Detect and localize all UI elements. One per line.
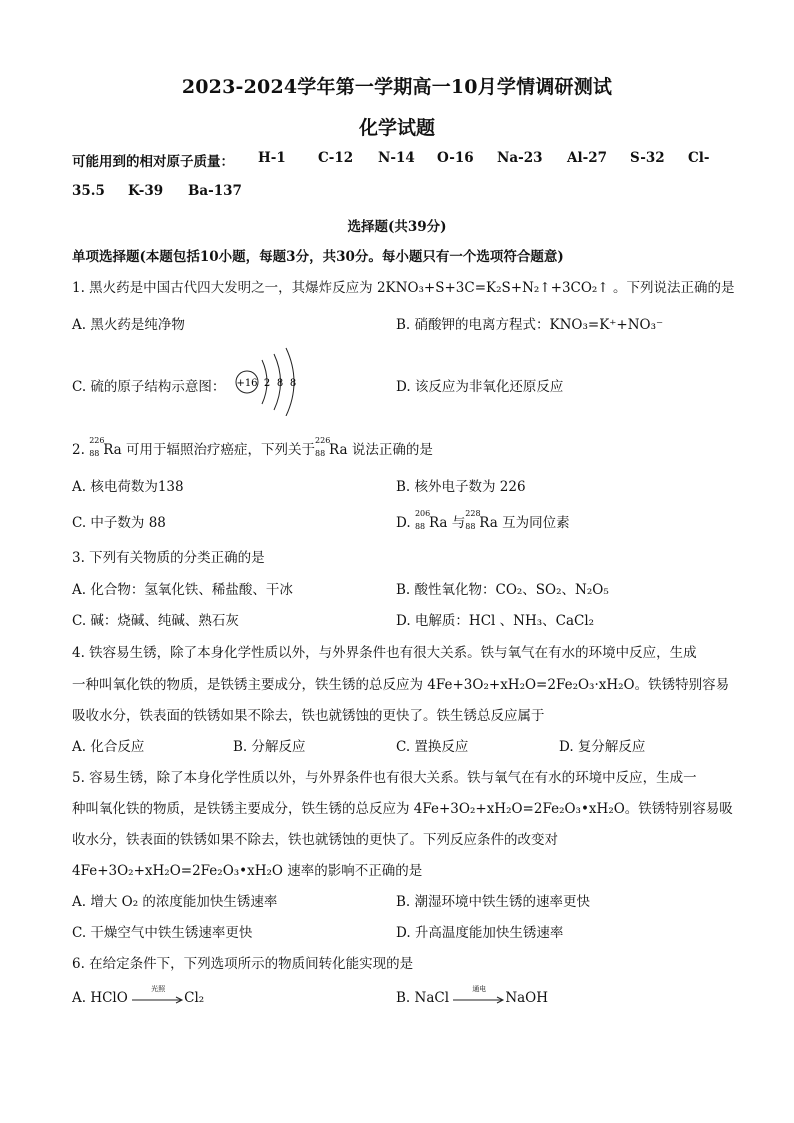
nuclide-notation xyxy=(315,436,331,458)
exam-title: 2023-2024学年第一学期高一10月学情调研测试 xyxy=(181,76,613,98)
q6-option-a-reactant: A. HClO xyxy=(72,990,128,1006)
q4-option-d[interactable]: D. 复分解反应 xyxy=(559,739,646,755)
mass-number: 226 xyxy=(315,436,331,445)
q2-option-c[interactable]: C. 中子数为 88 xyxy=(72,515,166,531)
nuclide-notation xyxy=(414,509,431,531)
q1-option-c[interactable] xyxy=(72,375,225,395)
question-3-stem: 3. 下列有关物质的分类正确的是 xyxy=(72,550,265,566)
q2-option-d[interactable] xyxy=(396,511,570,531)
mass-number: 206 xyxy=(414,509,431,518)
sulfur-atom-structure-diagram xyxy=(232,346,304,416)
mass-number: 226 xyxy=(89,436,105,445)
arrow-icon xyxy=(453,996,505,1004)
atomic-mass-item: N-14 xyxy=(378,150,415,166)
element-symbol: Ra xyxy=(428,515,448,531)
atomic-number: 88 xyxy=(315,449,326,458)
q3-option-d[interactable]: D. 电解质：HCl 、NH₃、CaCl₂ xyxy=(396,613,595,629)
reaction-arrow xyxy=(453,984,505,1006)
nuclide-notation xyxy=(465,509,481,531)
question-2-stem xyxy=(72,438,433,458)
q5-option-d[interactable]: D. 升高温度能加快生锈速率 xyxy=(396,925,564,941)
reaction-condition: 光照 xyxy=(151,984,166,993)
q6-option-a-product: Cl₂ xyxy=(184,990,205,1006)
q6-option-b[interactable] xyxy=(396,984,549,1006)
atomic-mass-item: Cl- xyxy=(688,150,710,166)
q4-option-b[interactable]: B. 分解反应 xyxy=(233,739,306,755)
shell-electrons: 8 xyxy=(276,378,284,389)
q6-option-b-reactant: B. NaCl xyxy=(396,990,450,1006)
q3-option-a[interactable]: A. 化合物：氢氧化铁、稀盐酸、干冰 xyxy=(72,582,293,598)
atomic-mass-item: Al-27 xyxy=(567,150,607,166)
atomic-mass-item: O-16 xyxy=(437,150,474,166)
q5-option-a[interactable]: A. 增大 O₂ 的浓度能加快生锈速率 xyxy=(72,894,278,910)
q2-stem-text: 可用于辐照治疗癌症，下列关于 xyxy=(126,442,316,458)
atomic-mass-item: S-32 xyxy=(630,150,665,166)
q1-option-b[interactable] xyxy=(396,313,663,333)
q3-option-c[interactable]: C. 碱：烧碱、纯碱、熟石灰 xyxy=(72,613,239,629)
reaction-arrow xyxy=(132,984,184,1006)
q5-option-b[interactable]: B. 潮湿环境中铁生锈的速率更快 xyxy=(396,894,591,910)
q1-stem-tail: 。下列说法正确的是 xyxy=(612,280,735,296)
question-6-stem: 6. 在给定条件下，下列选项所示的物质间转化能实现的是 xyxy=(72,956,414,972)
question-4-line: 4. 铁容易生锈，除了本身化学性质以外，与外界条件也有很大关系。铁与氧气在有水的环境中反应，生成 xyxy=(72,645,697,661)
section-instruction: 单项选择题(本题包括10小题，每题3分，共30分。每小题只有一个选项符合题意) xyxy=(72,249,564,265)
arrow-icon xyxy=(132,996,184,1004)
atomic-number: 88 xyxy=(414,522,426,531)
reaction-condition: 通电 xyxy=(472,984,487,993)
q2-option-d-text: 与 xyxy=(451,515,466,531)
nuclide-notation xyxy=(89,436,105,458)
atomic-mass-item: K-39 xyxy=(128,183,164,199)
q6-option-a[interactable] xyxy=(72,984,205,1006)
nucleus-charge: +16 xyxy=(236,378,258,389)
element-symbol: Ra xyxy=(329,442,348,458)
atomic-mass-label: 可能用到的相对原子质量： xyxy=(72,154,234,170)
q1-stem-text: 1. 黑火药是中国古代四大发明之一，其爆炸反应为 xyxy=(72,280,373,296)
q5-option-c[interactable]: C. 干燥空气中铁生锈速率更快 xyxy=(72,925,253,941)
q2-option-a[interactable]: A. 核电荷数为138 xyxy=(72,479,184,495)
q4-option-c[interactable]: C. 置换反应 xyxy=(396,739,469,755)
q2-stem-tail: 说法正确的是 xyxy=(351,442,433,458)
atomic-mass-item: Ba-137 xyxy=(188,183,242,199)
question-4-line: 吸收水分，铁表面的铁锈如果不除去，铁也就锈蚀的更快了。铁生锈总反应属于 xyxy=(72,708,545,724)
q2-option-d-label: D. xyxy=(396,515,411,531)
q1-option-c-text: C. 硫的原子结构示意图： xyxy=(72,379,226,395)
q2-number: 2. xyxy=(72,442,85,458)
question-5-line: 种叫氧化铁的物质，是铁锈主要成分，铁生锈的总反应为 4Fe+3O₂+xH₂O=2Fe₂O₃•xH₂O。铁锈特别容易吸 xyxy=(72,801,733,817)
question-5-line: 5. 容易生锈，除了本身化学性质以外，与外界条件也有很大关系。铁与氧气在有水的环境中反应，生成一 xyxy=(72,770,697,786)
q3-option-b[interactable]: B. 酸性氧化物：CO₂、SO₂、N₂O₅ xyxy=(396,582,609,598)
q4-option-a[interactable]: A. 化合反应 xyxy=(72,739,145,755)
element-symbol: Ra xyxy=(479,515,498,531)
atomic-number: 88 xyxy=(465,522,476,531)
q1-option-d[interactable]: D. 该反应为非氧化还原反应 xyxy=(396,379,564,395)
q1-option-a[interactable]: A. 黑火药是纯净物 xyxy=(72,317,185,333)
subject-title: 化学试题 xyxy=(358,117,435,139)
question-4-line: 一种叫氧化铁的物质，是铁锈主要成分，铁生锈的总反应为 4Fe+3O₂+xH₂O=2Fe₂O₃·xH₂O。铁锈特别容易 xyxy=(72,677,730,693)
atomic-mass-item: H-1 xyxy=(258,150,286,166)
q2-option-d-tail: 互为同位素 xyxy=(502,515,570,531)
question-1-stem xyxy=(72,276,734,296)
atomic-mass-item: C-12 xyxy=(318,150,354,166)
section-title: 选择题(共39分) xyxy=(347,219,447,235)
mass-number: 228 xyxy=(465,509,481,518)
q2-option-b[interactable]: B. 核外电子数为 226 xyxy=(396,479,526,495)
shell-electrons: 2 xyxy=(263,378,271,389)
q6-option-b-product: NaOH xyxy=(505,990,549,1006)
q1-equation: 2KNO₃+S+3C=K₂S+N₂↑+3CO₂↑ xyxy=(376,280,609,296)
question-5-line: 4Fe+3O₂+xH₂O=2Fe₂O₃•xH₂O 速率的影响不正确的是 xyxy=(72,863,423,879)
q1-option-b-equation: KNO₃=K⁺+NO₃⁻ xyxy=(549,317,664,333)
shell-electrons: 8 xyxy=(289,378,297,389)
element-symbol: Ra xyxy=(103,442,122,458)
q1-option-b-text: B. 硝酸钾的电离方程式： xyxy=(396,317,550,333)
atomic-mass-item: Na-23 xyxy=(497,150,543,166)
question-5-line: 收水分，铁表面的铁锈如果不除去，铁也就锈蚀的更快了。下列反应条件的改变对 xyxy=(72,832,558,848)
atomic-number: 88 xyxy=(89,449,100,458)
atomic-mass-item: 35.5 xyxy=(72,183,105,199)
